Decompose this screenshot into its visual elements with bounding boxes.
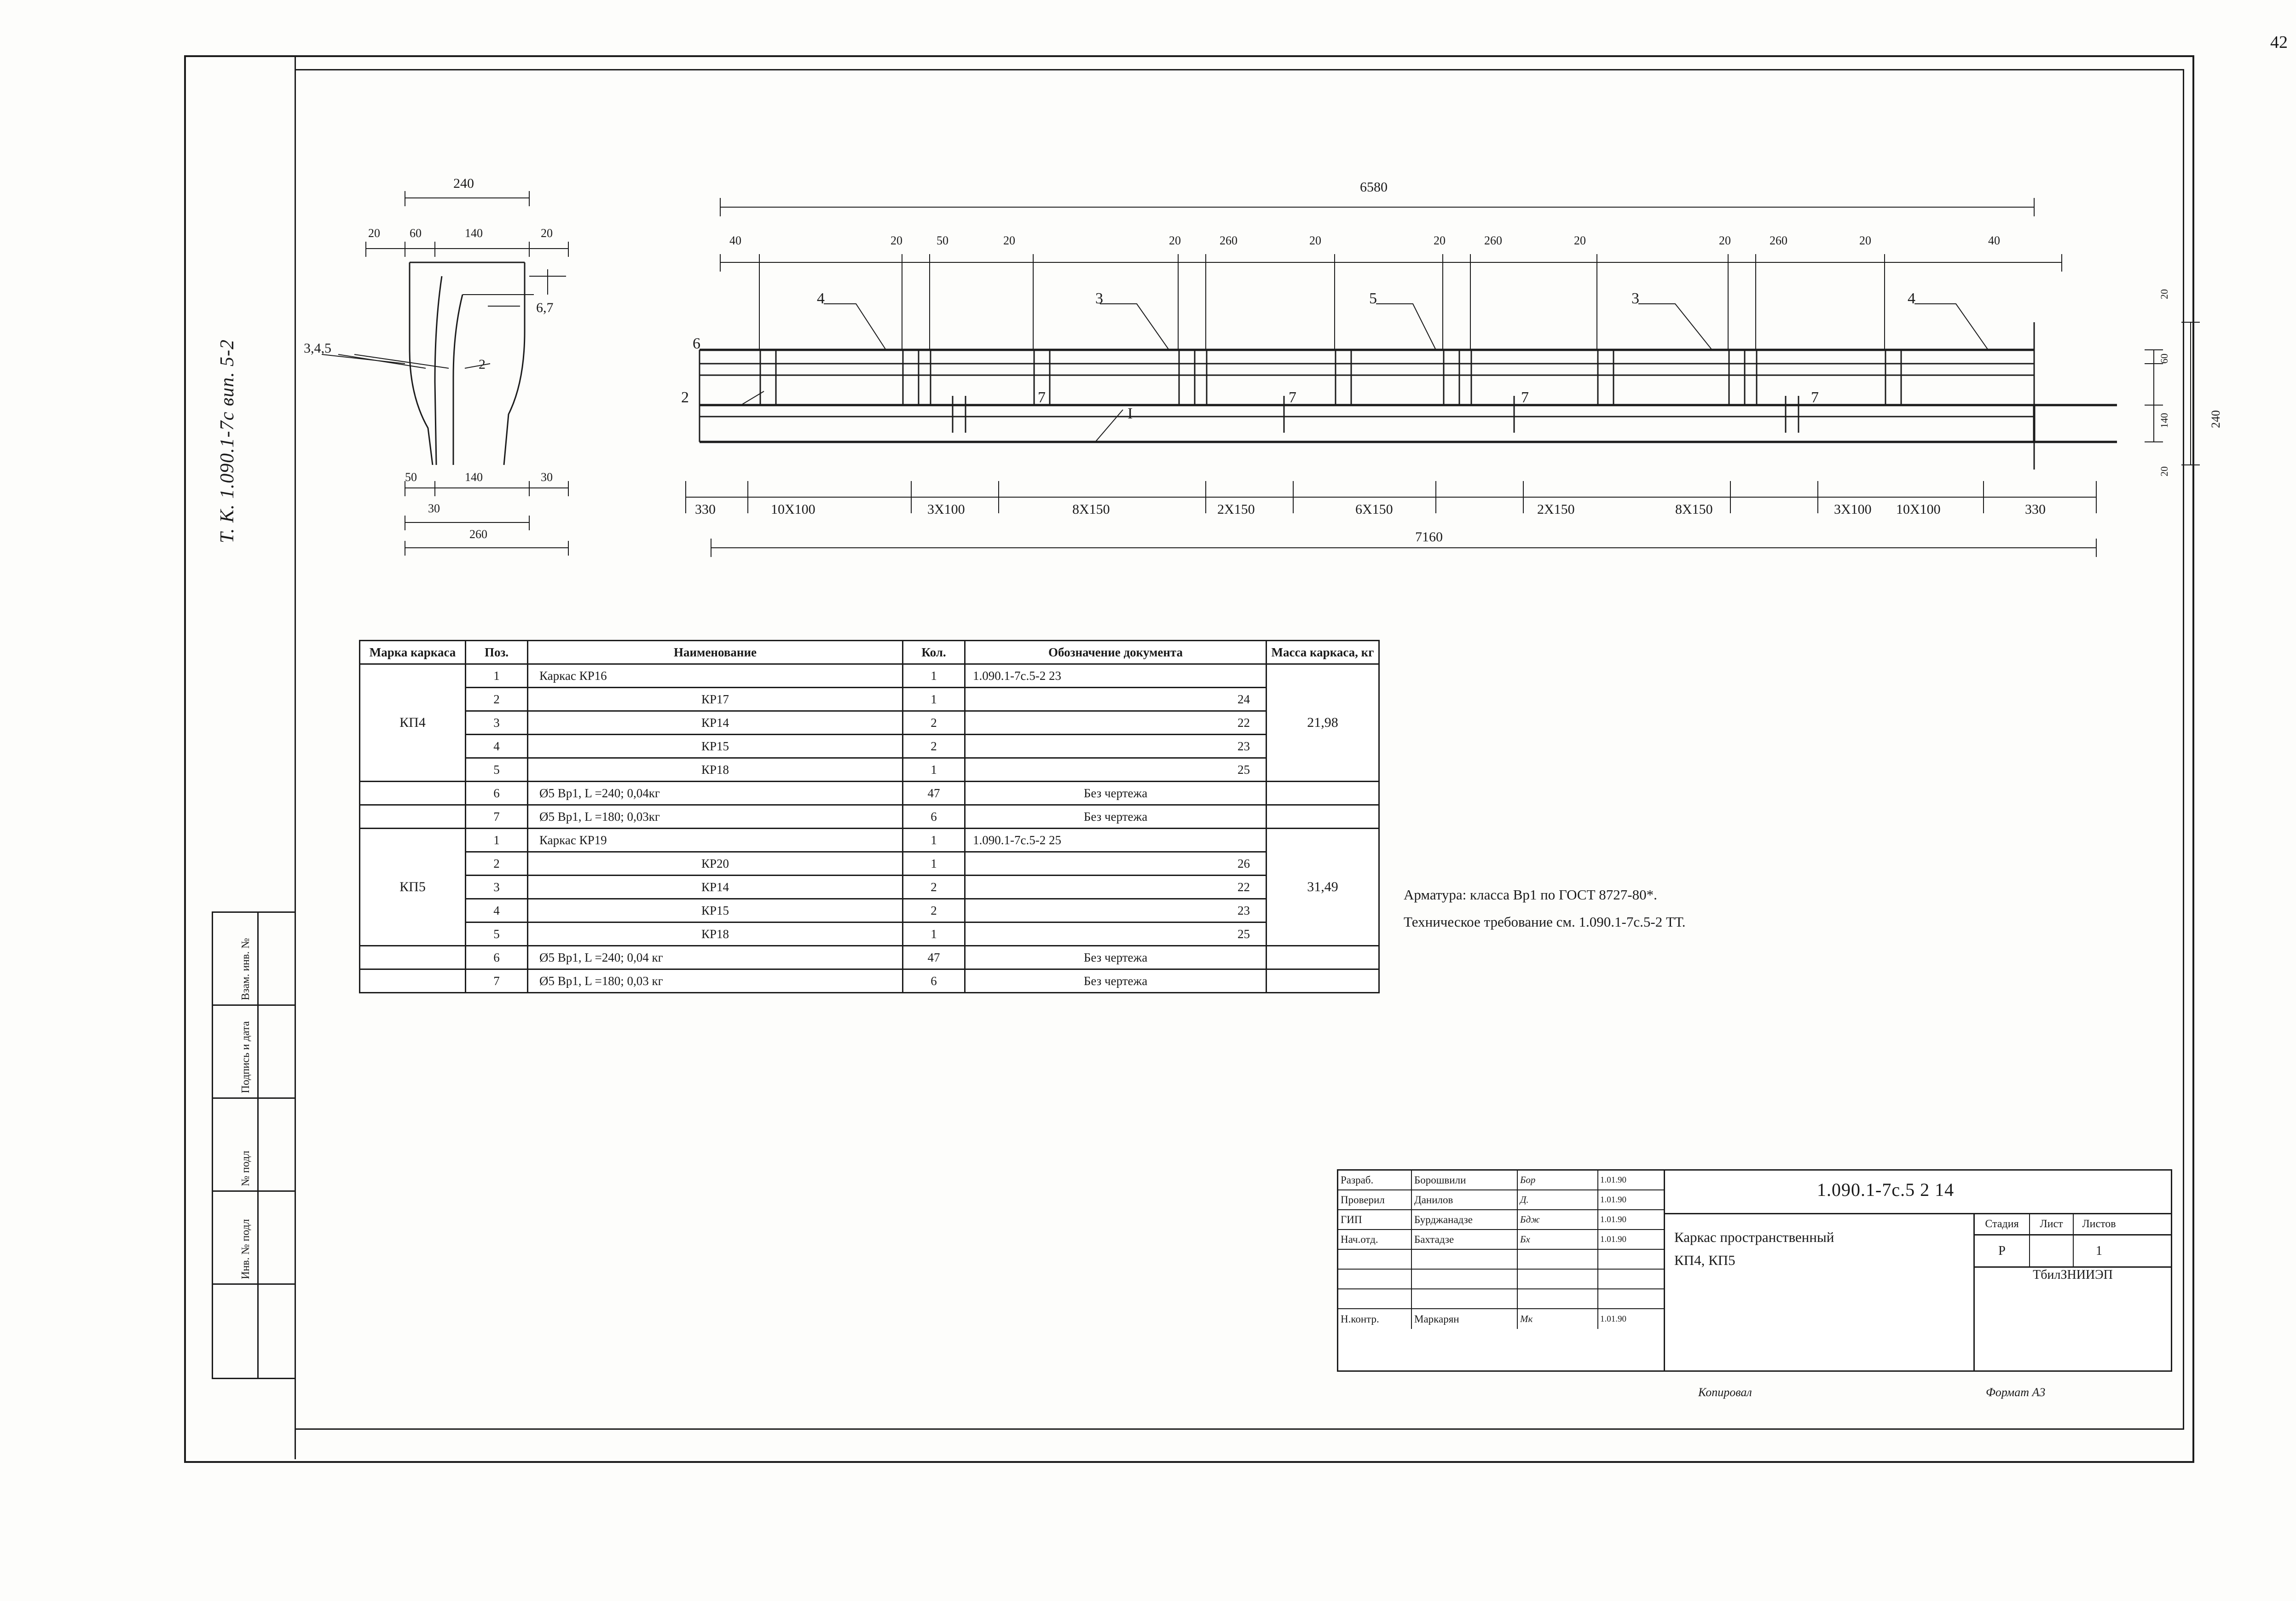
cell-doc: Без чертежа: [965, 782, 1267, 805]
cell-qty: 2: [903, 711, 965, 735]
dim-label: 240: [453, 176, 474, 191]
cell-qty: 2: [903, 876, 965, 899]
role-cell: [1338, 1250, 1412, 1269]
stage-table: [1975, 1214, 2171, 1370]
cell-mark-empty: [360, 969, 466, 993]
cell-mass-empty: [1267, 946, 1379, 969]
position-balloon: 3: [1631, 290, 1639, 307]
cell-doc: 26: [965, 852, 1267, 876]
stage-header-row: [1975, 1214, 2171, 1236]
cell-name: Ø5 Вр1, L =180; 0,03кг: [528, 805, 903, 829]
table-row: [360, 946, 1379, 969]
dim-label: 260: [1484, 234, 1502, 247]
stage-value-row: [1975, 1236, 2171, 1268]
position-balloon: 3: [1095, 290, 1103, 307]
cell-qty: 47: [903, 946, 965, 969]
table-row: [360, 758, 1379, 782]
cell-doc: 22: [965, 876, 1267, 899]
signature-row: [1338, 1270, 1664, 1289]
cell-qty: 1: [903, 758, 965, 782]
cell-pos: 6: [466, 782, 528, 805]
name-cell: Маркарян: [1412, 1309, 1518, 1329]
date-cell: 1.01.90: [1600, 1214, 1626, 1224]
role-cell: ГИП: [1338, 1210, 1412, 1229]
table-row: [360, 688, 1379, 711]
col-doc: Обозначение документа: [965, 641, 1267, 664]
sign-cell: [1518, 1250, 1598, 1269]
dim-label: 20: [2158, 466, 2170, 476]
role-cell: Н.контр.: [1338, 1309, 1412, 1329]
sign-cell: Бдж: [1518, 1210, 1598, 1229]
spacing-label: 330: [695, 502, 716, 517]
cell-name: КР17: [528, 688, 903, 711]
date-cell: 1.01.90: [1600, 1234, 1626, 1244]
dim-label: 40: [1988, 234, 2000, 247]
technical-notes: [1404, 882, 1685, 936]
spacing-label: 10Х100: [771, 502, 815, 517]
name-cell: Данилов: [1412, 1190, 1518, 1209]
dim-label: 20: [541, 226, 553, 240]
cell-mass: 21,98: [1267, 664, 1379, 782]
cell-pos: 3: [466, 711, 528, 735]
sheets-value: 1: [2096, 1243, 2102, 1258]
dim-label: 60: [410, 226, 422, 240]
name-cell: [1412, 1270, 1518, 1288]
spacing-label: 3Х100: [1834, 502, 1872, 517]
dim-label: 260: [1220, 234, 1238, 247]
signature-row: [1338, 1190, 1664, 1210]
dim-label: 50: [937, 234, 948, 247]
cell-mark: КП5: [360, 829, 466, 946]
stage-value: Р: [1975, 1236, 2030, 1266]
table-row: [360, 664, 1379, 688]
stage-header-sheet: Лист: [2030, 1214, 2074, 1234]
cell-name: Ø5 Вр1, L =240; 0,04кг: [528, 782, 903, 805]
copied-label: Копировал: [1698, 1386, 1752, 1399]
cell-pos: 1: [466, 829, 528, 852]
cell-qty: 1: [903, 664, 965, 688]
dim-label: 20: [891, 234, 902, 247]
sign-cell: [1518, 1289, 1598, 1308]
signature-row: [1338, 1230, 1664, 1250]
date-cell: [1598, 1250, 1664, 1269]
dim-label: 20: [2158, 289, 2170, 299]
spacing-label: 3Х100: [927, 502, 965, 517]
spacing-label: 330: [2025, 502, 2046, 517]
stage-header-sheets: Листов: [2082, 1218, 2116, 1230]
cell-name: КР15: [528, 735, 903, 758]
spacing-label: 8Х150: [1675, 502, 1713, 517]
cell-pos: 4: [466, 899, 528, 922]
cell-doc: 23: [965, 735, 1267, 758]
revision-row-label: Подпись и дата: [240, 1021, 252, 1093]
dim-label: 260: [1770, 234, 1787, 247]
title-block: [1337, 1169, 2172, 1372]
cell-pos: 2: [466, 852, 528, 876]
signature-row: [1338, 1171, 1664, 1190]
cell-mass-empty: [1267, 969, 1379, 993]
sheet-series-label: Т. К. 1.090.1-7с вип. 5-2: [217, 339, 238, 543]
table-row: [360, 899, 1379, 922]
dim-label: 20: [1003, 234, 1015, 247]
document-code: 1.090.1-7с.5 2 14: [1817, 1179, 1955, 1200]
overall-dim-top: 6580: [1360, 180, 1388, 195]
sign-cell: Бх: [1518, 1230, 1598, 1249]
dim-label: 140: [465, 470, 483, 484]
cell-qty: 2: [903, 735, 965, 758]
note-line-2: Техническое требование см. 1.090.1-7с.5-2 ТТ.: [1404, 913, 1686, 930]
overall-dim-bottom: 7160: [1415, 529, 1443, 545]
revision-row: [213, 1285, 296, 1378]
cell-doc: 24: [965, 688, 1267, 711]
signature-column: [1338, 1171, 1665, 1370]
date-cell: 1.01.90: [1600, 1314, 1626, 1324]
revision-row: [213, 1006, 296, 1099]
specification-table: [359, 640, 1380, 993]
date-cell: [1598, 1289, 1664, 1308]
cell-pos: 4: [466, 735, 528, 758]
table-row: [360, 969, 1379, 993]
role-cell: [1338, 1289, 1412, 1308]
cell-doc: 23: [965, 899, 1267, 922]
col-mass: Масса каркаса, кг: [1267, 641, 1379, 664]
cell-pos: 1: [466, 664, 528, 688]
cell-doc: 22: [965, 711, 1267, 735]
cell-pos: 5: [466, 922, 528, 946]
page-number: 42: [2270, 33, 2288, 52]
cell-pos: 2: [466, 688, 528, 711]
callout-label: 2: [479, 357, 486, 372]
dim-label: 20: [1434, 234, 1446, 247]
table-row: [360, 852, 1379, 876]
position-balloon: 7: [1038, 389, 1046, 406]
col-qty: Кол.: [903, 641, 965, 664]
cell-name: КР18: [528, 922, 903, 946]
cell-doc: 25: [965, 922, 1267, 946]
table-row: [360, 922, 1379, 946]
cell-name: Каркас КР19: [528, 829, 903, 852]
position-balloon: 4: [817, 290, 825, 307]
cell-pos: 3: [466, 876, 528, 899]
dim-label: 260: [469, 528, 487, 541]
cell-pos: 6: [466, 946, 528, 969]
revision-row-label: № подл: [240, 1150, 252, 1186]
revision-row: [213, 1192, 296, 1285]
organization-name: ТбилЗНИИЭП: [2033, 1268, 2113, 1282]
cell-name: Ø5 Вр1, L =180; 0,03 кг: [528, 969, 903, 993]
signature-row: [1338, 1250, 1664, 1270]
signature-row: [1338, 1309, 1664, 1329]
section-marker: I: [1128, 405, 1133, 422]
table-row: [360, 805, 1379, 829]
object-name-line2: КП4, КП5: [1674, 1252, 1735, 1268]
date-cell: 1.01.90: [1600, 1195, 1626, 1205]
cell-mass-empty: [1267, 782, 1379, 805]
cell-name: КР20: [528, 852, 903, 876]
position-balloon: 4: [1908, 290, 1915, 307]
cell-name: Ø5 Вр1, L =240; 0,04 кг: [528, 946, 903, 969]
cell-doc: 1.090.1-7с.5-2 23: [965, 664, 1267, 688]
revision-row-label: Инв. № подл: [240, 1219, 252, 1279]
cell-mark-empty: [360, 805, 466, 829]
cell-doc: Без чертежа: [965, 805, 1267, 829]
cell-doc: Без чертежа: [965, 946, 1267, 969]
name-cell: [1412, 1289, 1518, 1308]
table-header-row: [360, 641, 1379, 664]
cell-name: КР14: [528, 711, 903, 735]
cell-qty: 47: [903, 782, 965, 805]
position-balloon: 5: [1369, 290, 1377, 307]
cell-mass-empty: [1267, 805, 1379, 829]
cell-doc: 25: [965, 758, 1267, 782]
spacing-label: 8Х150: [1072, 502, 1110, 517]
cell-mass: 31,49: [1267, 829, 1379, 946]
role-cell: Разраб.: [1338, 1171, 1412, 1189]
position-balloon: 6: [693, 335, 700, 352]
cell-mark-empty: [360, 782, 466, 805]
cell-name: Каркас КР16: [528, 664, 903, 688]
dim-label: 20: [368, 226, 380, 240]
dim-label: 20: [1169, 234, 1181, 247]
cell-qty: 1: [903, 852, 965, 876]
dim-label: 60: [2158, 354, 2170, 364]
sign-cell: Д.: [1518, 1190, 1598, 1209]
table-row: [360, 711, 1379, 735]
sheet-value: [2030, 1236, 2074, 1266]
signature-row: [1338, 1210, 1664, 1230]
cell-qty: 6: [903, 805, 965, 829]
cell-mark-empty: [360, 946, 466, 969]
dim-label: 50: [405, 470, 417, 484]
cell-qty: 1: [903, 688, 965, 711]
revision-strip: [212, 911, 296, 1379]
dim-label: 140: [465, 226, 483, 240]
col-pos: Поз.: [466, 641, 528, 664]
stage-header-stage: Стадия: [1975, 1214, 2030, 1234]
date-cell: [1598, 1270, 1664, 1288]
role-cell: [1338, 1270, 1412, 1288]
name-cell: Бахтадзе: [1412, 1230, 1518, 1249]
table-row: [360, 876, 1379, 899]
sign-cell: Бор: [1518, 1171, 1598, 1189]
spacing-label: 2Х150: [1217, 502, 1255, 517]
table-row: [360, 829, 1379, 852]
dim-label: 20: [1309, 234, 1321, 247]
dim-label: 20: [1859, 234, 1871, 247]
sign-cell: [1518, 1270, 1598, 1288]
name-cell: Бурджанадзе: [1412, 1210, 1518, 1229]
sign-cell: Мк: [1518, 1309, 1598, 1329]
format-label: Формат А3: [1986, 1386, 2046, 1399]
col-name: Наименование: [528, 641, 903, 664]
cell-name: КР18: [528, 758, 903, 782]
spacing-label: 6Х150: [1355, 502, 1393, 517]
cell-doc: Без чертежа: [965, 969, 1267, 993]
dim-label: 20: [1574, 234, 1586, 247]
col-mark: Марка каркаса: [360, 641, 466, 664]
dim-label: 140: [2158, 413, 2170, 428]
role-cell: Проверил: [1338, 1190, 1412, 1209]
cell-doc: 1.090.1-7с.5-2 25: [965, 829, 1267, 852]
callout-label: 6,7: [536, 300, 554, 315]
spacing-label: 10Х100: [1896, 502, 1941, 517]
revision-row: [213, 1099, 296, 1192]
title-block-right: [1665, 1171, 2171, 1370]
object-name: [1674, 1226, 1834, 1271]
note-line-1: Арматура: класса Вр1 по ГОСТ 8727-80*.: [1404, 887, 1657, 903]
cell-pos: 5: [466, 758, 528, 782]
spacing-label: 2Х150: [1537, 502, 1575, 517]
object-name-line1: Каркас пространственный: [1674, 1229, 1834, 1245]
revision-row: [213, 913, 296, 1006]
date-cell: 1.01.90: [1600, 1175, 1626, 1185]
cell-pos: 7: [466, 805, 528, 829]
position-balloon: 7: [1521, 389, 1529, 406]
name-cell: Борошвили: [1412, 1171, 1518, 1189]
cell-name: КР14: [528, 876, 903, 899]
cell-mark: КП4: [360, 664, 466, 782]
dim-label: 20: [1719, 234, 1731, 247]
callout-label: 3,4,5: [304, 341, 331, 356]
position-balloon: 7: [1811, 389, 1819, 406]
cell-qty: 1: [903, 922, 965, 946]
role-cell: Нач.отд.: [1338, 1230, 1412, 1249]
table-row: [360, 735, 1379, 758]
revision-row-label: Взам. инв. №: [240, 938, 252, 1000]
dim-label: 240: [2209, 410, 2222, 428]
cell-qty: 1: [903, 829, 965, 852]
name-cell: [1412, 1250, 1518, 1269]
cell-pos: 7: [466, 969, 528, 993]
dim-label: 30: [428, 502, 440, 515]
dim-label: 40: [729, 234, 741, 247]
position-balloon: 2: [681, 389, 689, 406]
table-row: [360, 782, 1379, 805]
position-balloon: 7: [1289, 389, 1296, 406]
dim-label: 30: [541, 470, 553, 484]
signature-row: [1338, 1289, 1664, 1309]
cell-name: КР15: [528, 899, 903, 922]
cell-qty: 2: [903, 899, 965, 922]
cell-qty: 6: [903, 969, 965, 993]
